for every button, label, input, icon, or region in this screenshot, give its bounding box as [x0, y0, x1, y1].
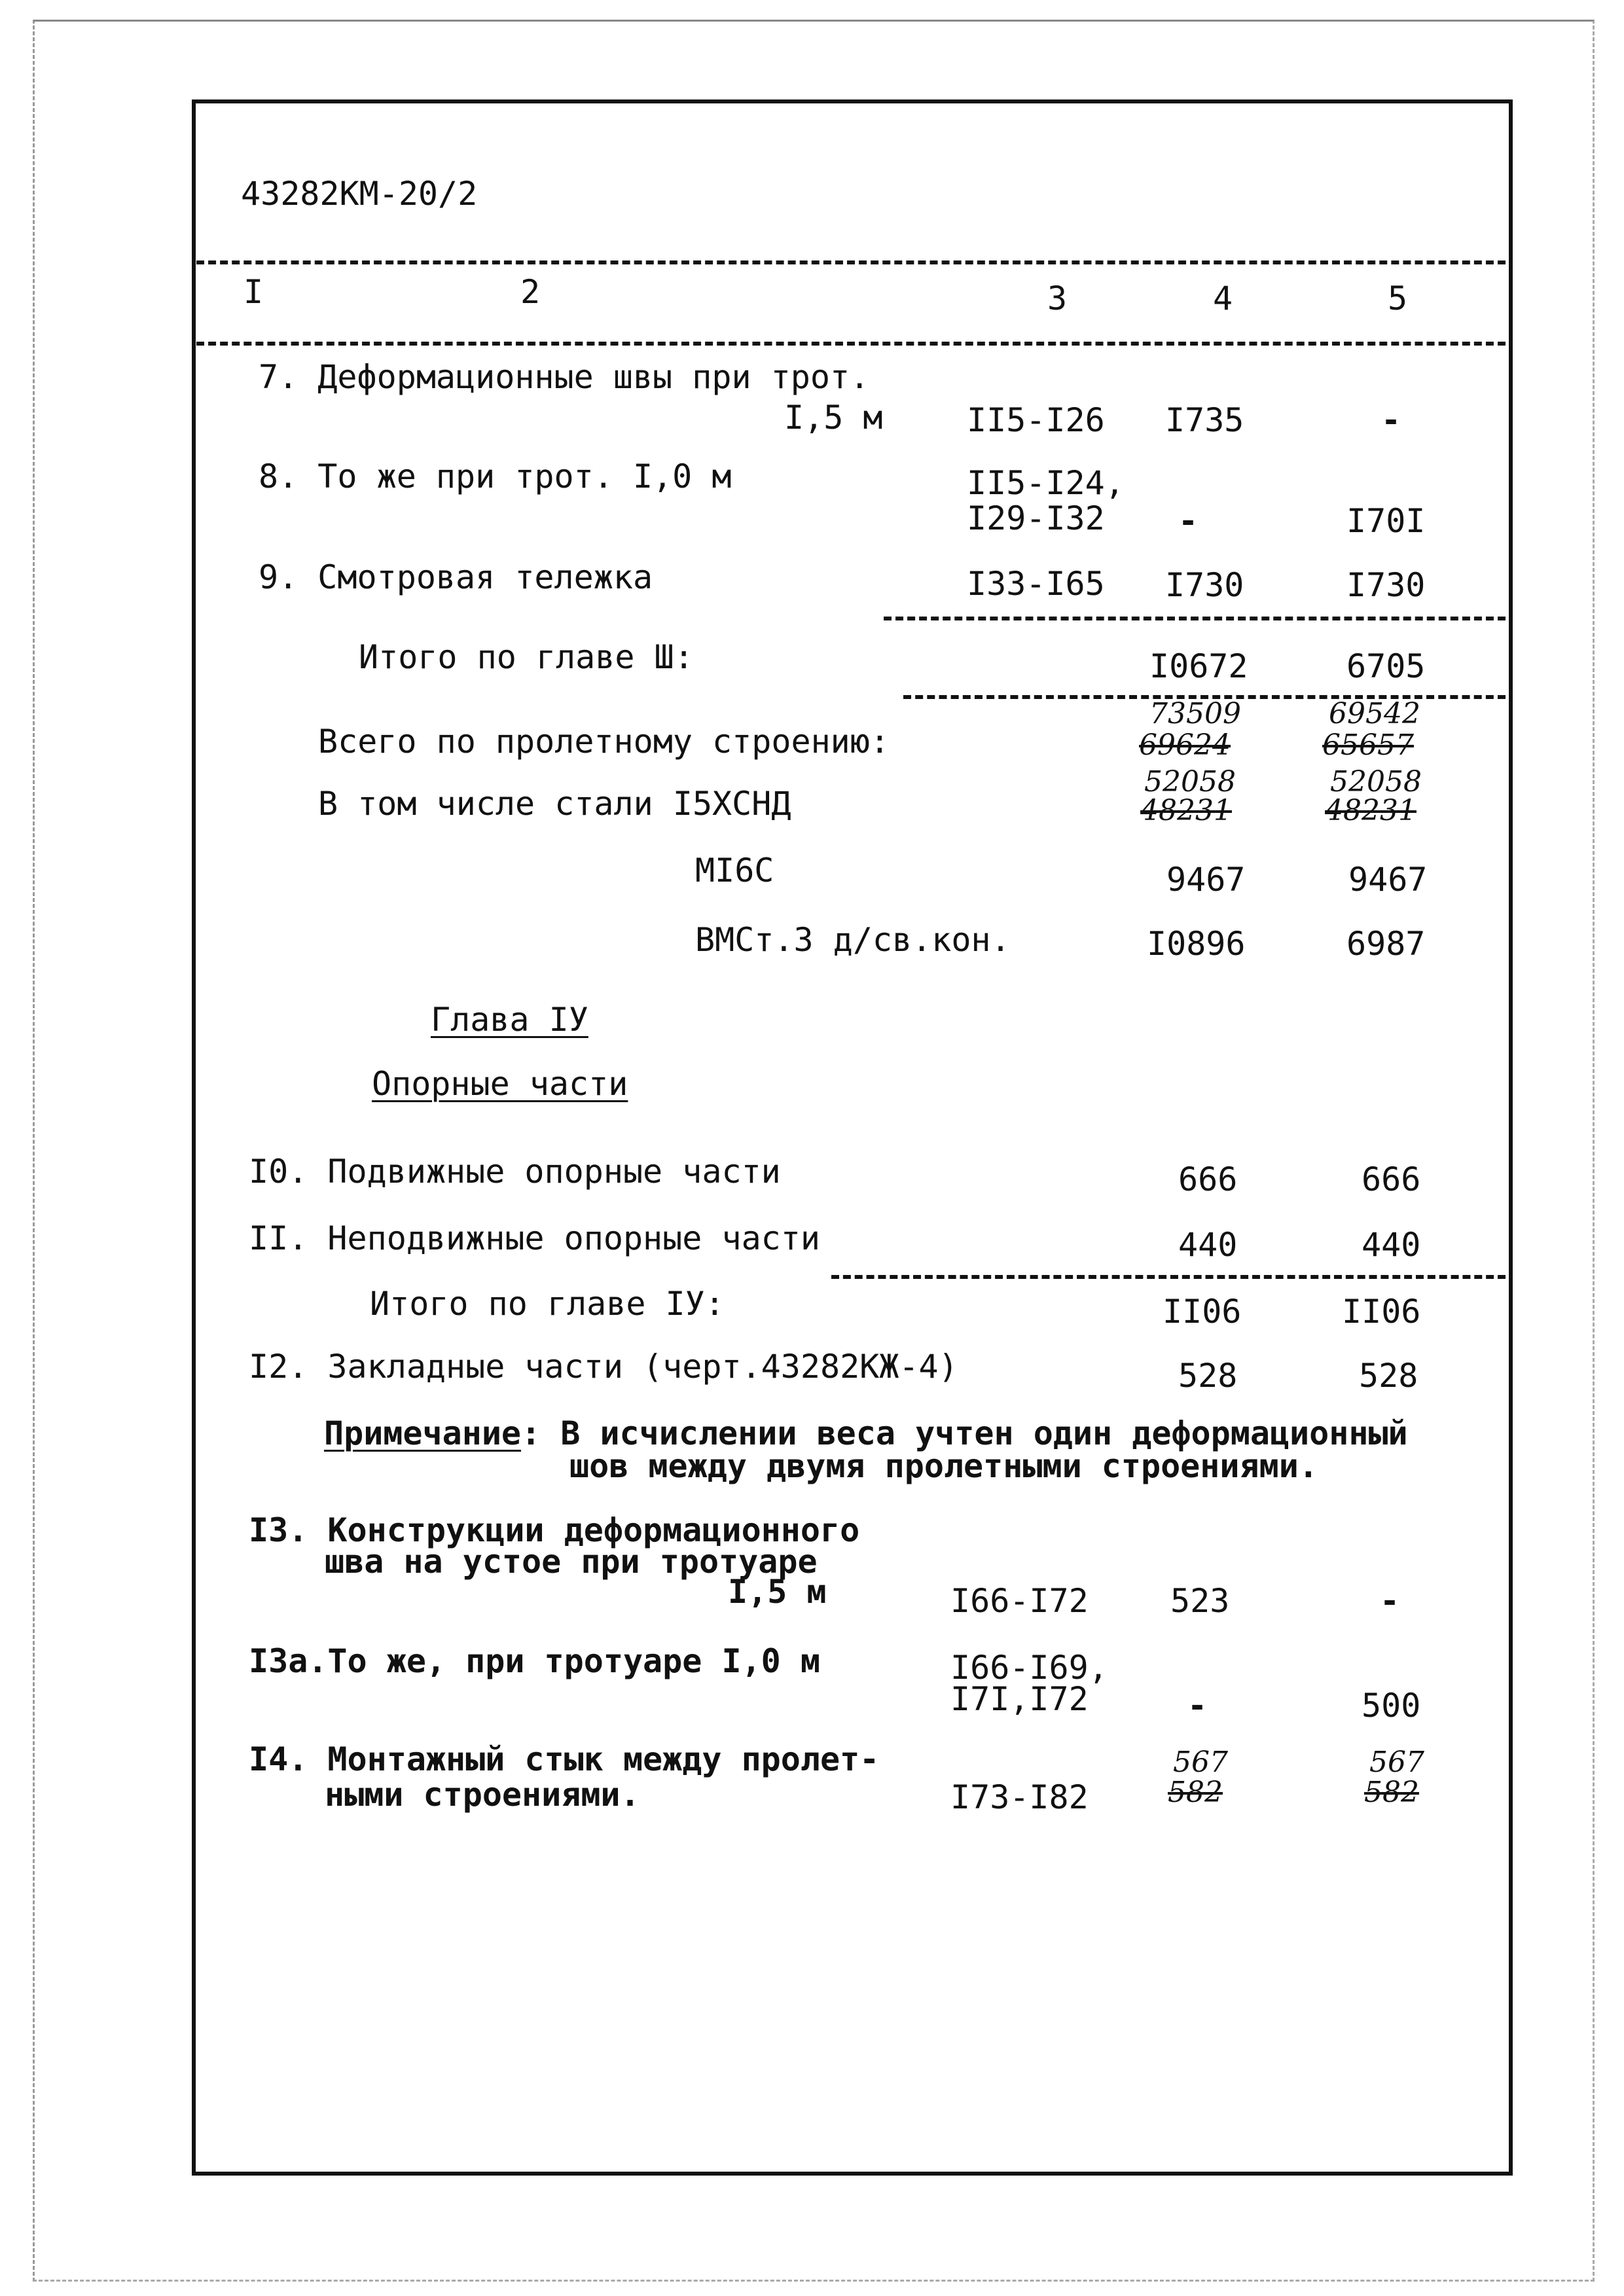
steel-15hsnd-col4-corrected: 52058	[1144, 765, 1236, 798]
steel-m16s-col4: 9467	[1166, 861, 1246, 899]
row-13a-sheets-a: I66-I69,	[950, 1649, 1108, 1687]
row-11-col4: 440	[1178, 1226, 1238, 1264]
subtotal-rule-4	[831, 1275, 1506, 1279]
row-10-col4: 666	[1178, 1160, 1238, 1198]
row-14-col5-corrected: 567	[1369, 1746, 1424, 1779]
row-7-col5: -	[1381, 401, 1401, 439]
row-9-col5: I730	[1346, 566, 1426, 604]
note-line-1	[324, 1415, 1408, 1452]
row-9-title: 9. Смотровая тележка	[259, 558, 653, 596]
row-13a-title: I3а.То же, при тротуаре I,0 м	[249, 1642, 820, 1680]
row-13a-col5: 500	[1362, 1687, 1421, 1725]
steel-vmst3-label: ВМСт.3 д/св.кон.	[695, 921, 1011, 959]
row-13-title-2: шва на устое при тротуаре	[325, 1543, 818, 1581]
row-14-title-2: ными строениями.	[325, 1776, 640, 1814]
row-10-col5: 666	[1362, 1160, 1421, 1198]
column-header-5: 5	[1388, 279, 1408, 317]
note-text-1: : В исчислении веса учтен один деформационный	[521, 1414, 1408, 1452]
grand-total-col5-corrected: 69542	[1329, 697, 1420, 730]
steel-m16s-col5: 9467	[1348, 861, 1428, 899]
chapter-3-total-label: Итого по главе Ш:	[359, 638, 694, 676]
row-12-col5: 528	[1359, 1357, 1418, 1395]
row-13-title: I3. Конструкции деформационного	[249, 1511, 860, 1549]
header-top-rule	[196, 260, 1506, 264]
document-code: 43282КМ-20/2	[241, 175, 478, 213]
column-header-1: I	[244, 273, 264, 311]
row-14-title: I4. Монтажный стык между пролет-	[249, 1740, 880, 1778]
row-12-title: I2. Закладные части (черт.43282КЖ-4)	[249, 1348, 958, 1386]
grand-total-label: Всего по пролетному строению:	[318, 723, 890, 761]
chapter-4-subtitle: Опорные части	[372, 1065, 628, 1103]
row-13-sheets: I66-I72	[950, 1582, 1089, 1620]
row-11-col5: 440	[1362, 1226, 1421, 1264]
subtotal-rule-3	[884, 617, 1506, 620]
header-bottom-rule	[196, 342, 1506, 346]
column-header-2: 2	[520, 273, 541, 311]
row-8-col4: -	[1178, 502, 1199, 540]
grand-total-col4-struck: 69624	[1139, 728, 1231, 762]
steel-15hsnd-col5-corrected: 52058	[1330, 765, 1422, 798]
chapter-4-total-col5: II06	[1342, 1293, 1421, 1331]
row-9-sheets: I33-I65	[967, 565, 1105, 603]
steel-15hsnd-label: В том числе стали I5ХСНД	[318, 785, 791, 823]
row-11-title: II. Неподвижные опорные части	[249, 1219, 820, 1257]
row-9-col4: I730	[1165, 566, 1244, 604]
row-8-title: 8. То же при трот. I,0 м	[259, 457, 732, 495]
column-header-3: 3	[1047, 279, 1068, 317]
grand-total-col5-struck: 65657	[1322, 728, 1414, 762]
row-7-title: 7. Деформационные швы при трот.	[259, 358, 870, 396]
column-header-4: 4	[1213, 279, 1233, 317]
row-14-col5-struck: 582	[1364, 1776, 1419, 1809]
row-8-sheets-a: II5-I24,	[967, 464, 1125, 502]
steel-15hsnd-col5-struck: 48231	[1325, 794, 1416, 827]
row-14-col4-struck: 582	[1168, 1776, 1223, 1809]
chapter-3-total-col5: 6705	[1346, 647, 1426, 685]
row-8-sheets-b: I29-I32	[967, 499, 1105, 537]
steel-vmst3-col4: I0896	[1147, 925, 1246, 963]
row-13a-sheets-b: I7I,I72	[950, 1680, 1089, 1718]
row-8-col5: I70I	[1346, 502, 1426, 540]
row-10-title: I0. Подвижные опорные части	[249, 1153, 781, 1191]
row-7-subtitle: I,5 м	[784, 399, 883, 437]
row-13a-col4: -	[1187, 1687, 1208, 1725]
row-13-col4: 523	[1170, 1582, 1230, 1620]
note-line-2: шов между двумя пролетными строениями.	[569, 1447, 1318, 1485]
chapter-4-total-col4: II06	[1163, 1293, 1242, 1331]
chapter-4-total-label: Итого по главе IУ:	[370, 1285, 725, 1323]
steel-m16s-label: МI6С	[695, 852, 774, 889]
row-12-col4: 528	[1178, 1357, 1238, 1395]
row-13-col5: -	[1380, 1582, 1400, 1620]
row-7-col4: I735	[1165, 401, 1244, 439]
chapter-3-total-col4: I0672	[1149, 647, 1248, 685]
steel-15hsnd-col4-struck: 48231	[1140, 794, 1232, 827]
row-14-col4-corrected: 567	[1173, 1746, 1228, 1779]
steel-vmst3-col5: 6987	[1346, 925, 1426, 963]
row-14-sheets: I73-I82	[950, 1778, 1089, 1816]
grand-total-col4-corrected: 73509	[1149, 697, 1241, 730]
row-13-title-3: I,5 м	[728, 1573, 827, 1611]
row-7-sheets: II5-I26	[967, 401, 1105, 439]
chapter-4-title: Глава IУ	[431, 1001, 588, 1039]
note-label: Примечание	[324, 1414, 522, 1452]
